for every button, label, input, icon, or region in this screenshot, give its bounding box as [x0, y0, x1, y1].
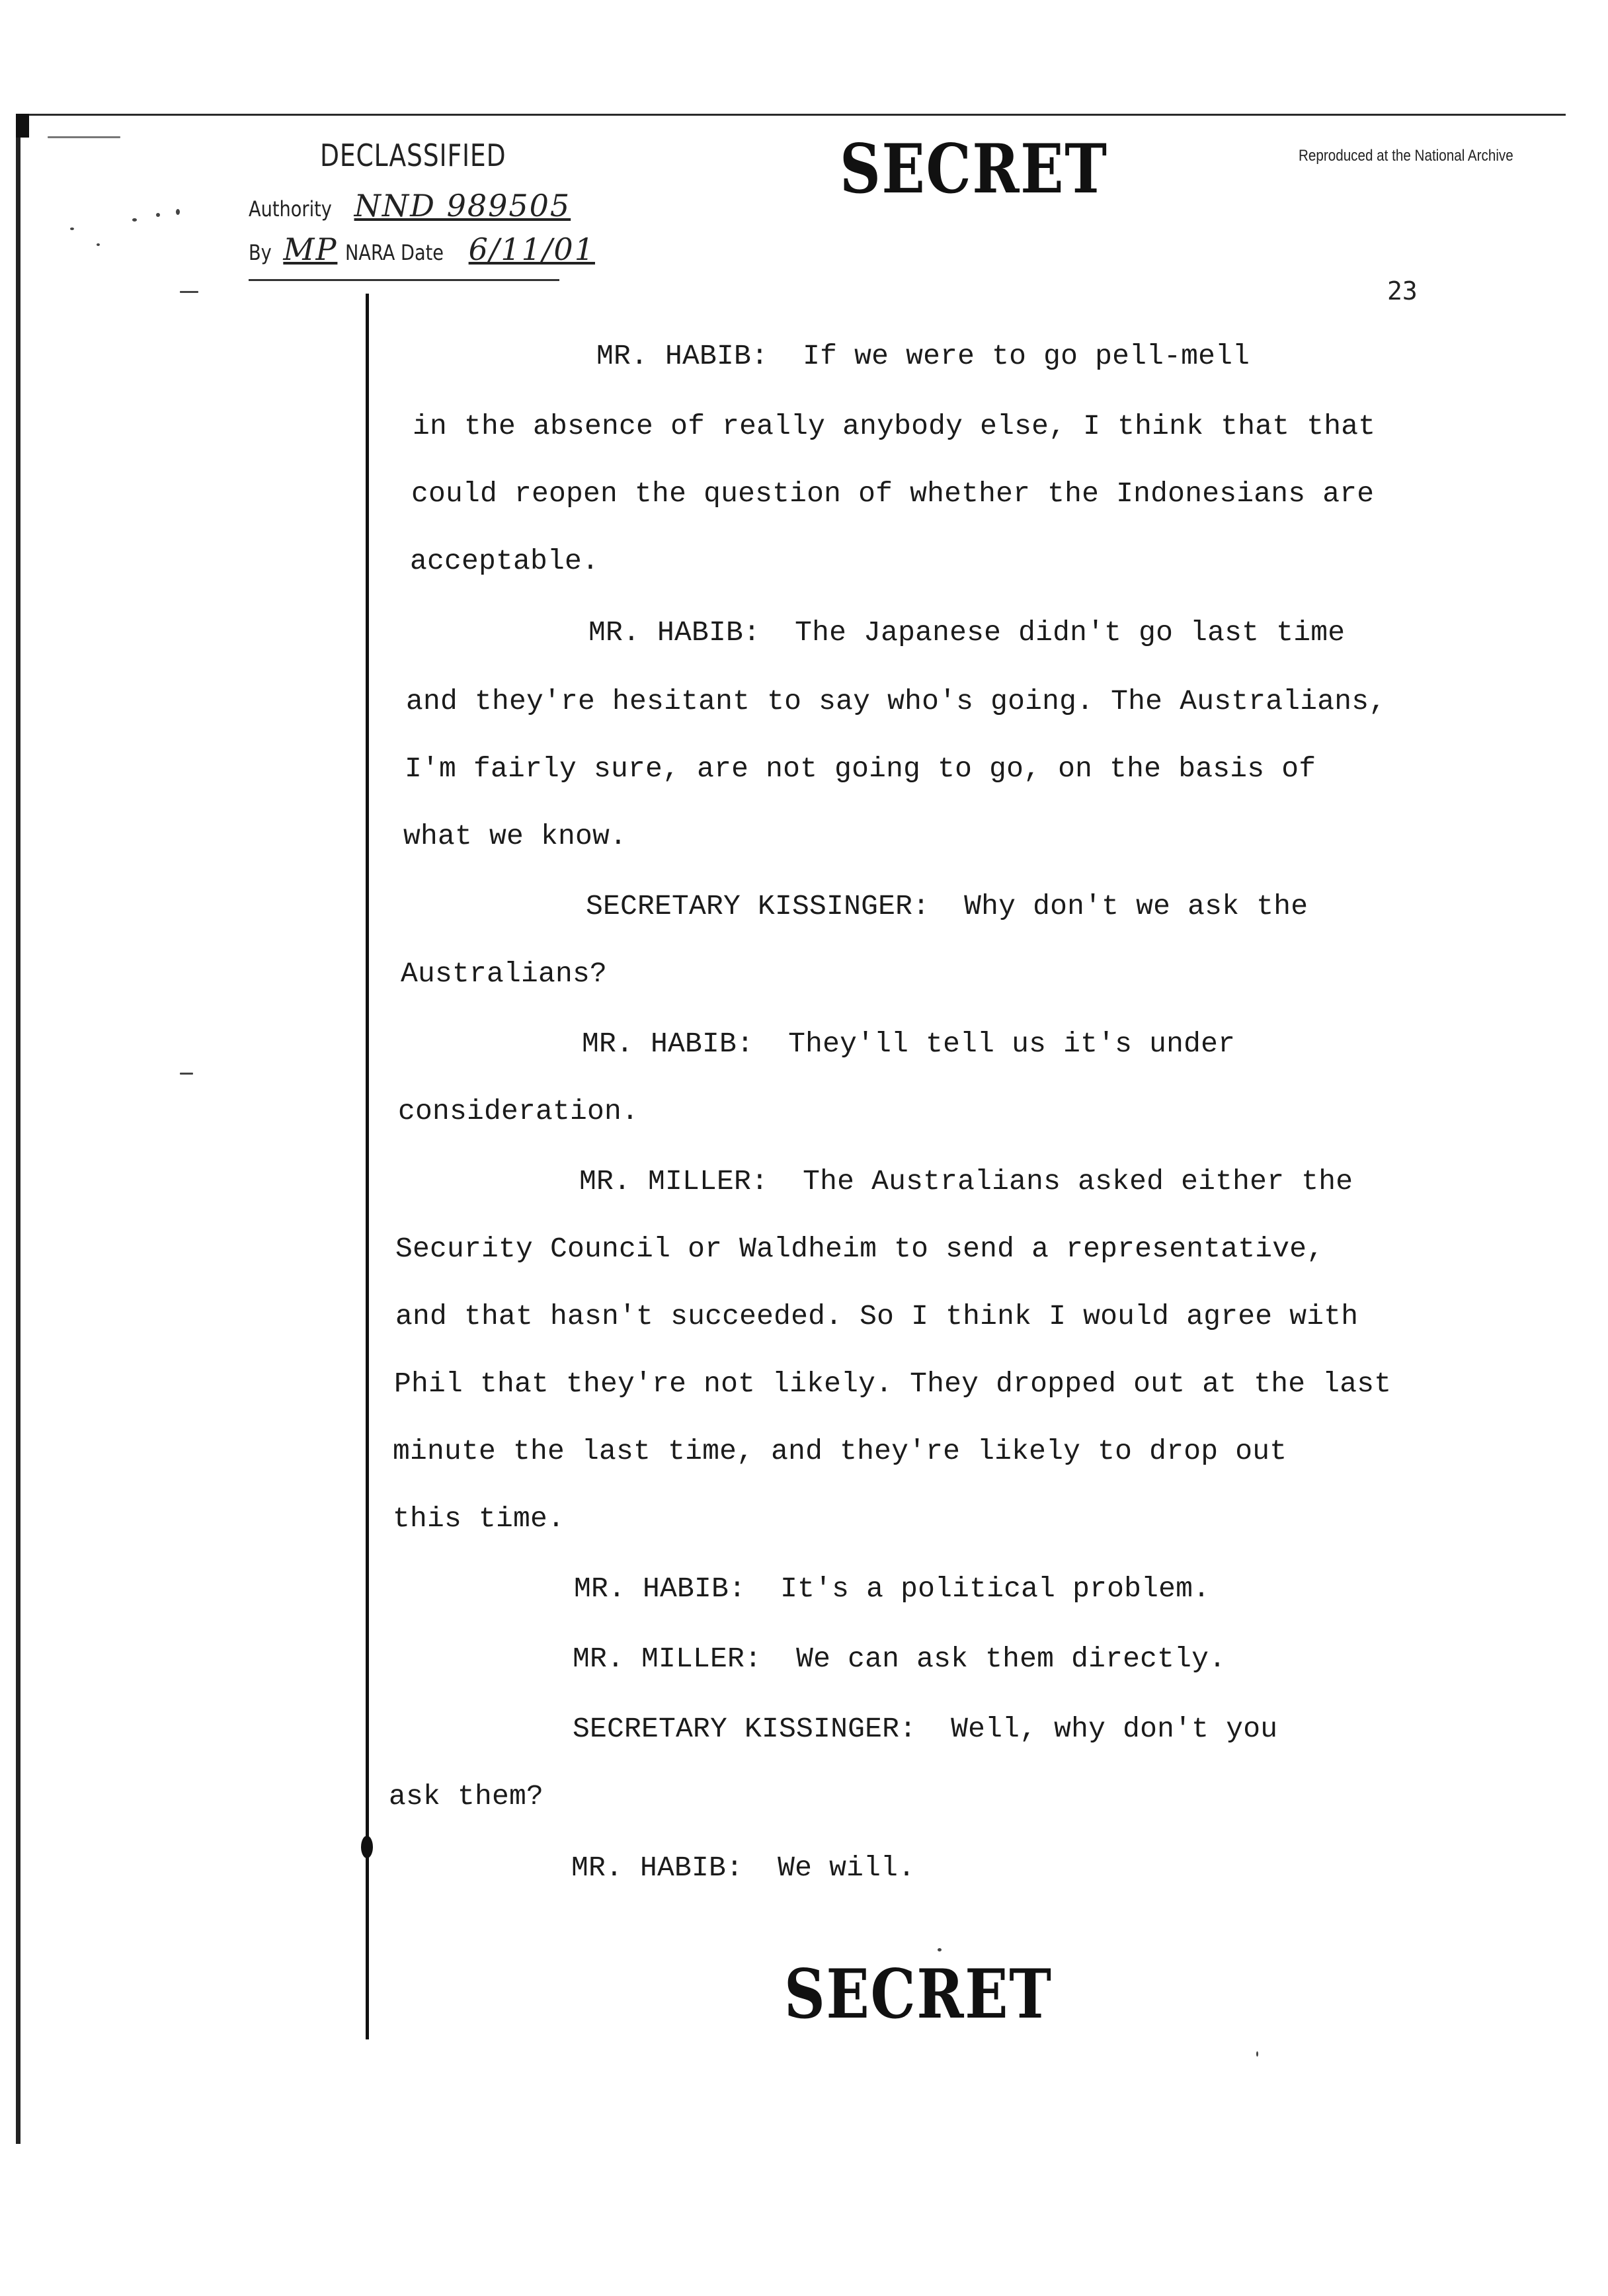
stamp-rule — [249, 279, 559, 281]
speaker-name: MR. MILLER : — [579, 1165, 768, 1198]
transcript-line — [579, 1165, 1353, 1198]
line-text: this time. — [393, 1502, 565, 1535]
speaker-name: MR. HABIB : — [582, 1028, 754, 1060]
line-text: what we know. — [403, 820, 627, 852]
stamp-authority-row — [249, 188, 571, 224]
transcript-line — [406, 685, 1386, 718]
stamp-nara-date-label: NARA Date — [344, 240, 444, 265]
scan-speck — [70, 227, 74, 230]
transcript-line — [394, 1368, 1391, 1400]
scan-speck — [156, 213, 160, 217]
transcript-line — [413, 410, 1375, 442]
scan-speck — [180, 1073, 193, 1075]
line-text: They'll tell us it's under — [788, 1028, 1236, 1060]
transcript-line — [574, 1573, 1210, 1605]
scan-speck — [1256, 2051, 1258, 2057]
line-text: and that hasn't succeeded. So I think I would agree with — [395, 1300, 1359, 1332]
line-text: We can ask them directly. — [796, 1643, 1226, 1675]
line-text: minute the last time, and they're likely to drop out — [393, 1435, 1287, 1467]
classification-marking-top: SECRET — [840, 130, 1108, 209]
scan-speck — [176, 209, 180, 215]
line-text: If we were to go pell-mell — [803, 340, 1250, 372]
transcript-line — [571, 1852, 915, 1884]
line-text: Australians? — [401, 958, 608, 990]
transcript-line — [405, 753, 1316, 785]
stamp-by-label: By — [249, 240, 272, 265]
transcript-line — [403, 820, 627, 852]
line-text: We will. — [778, 1852, 916, 1884]
stamp-authority-value: NND 989505 — [354, 188, 571, 224]
speaker-name: MR. HABIB : — [574, 1573, 746, 1605]
line-text: I'm fairly sure, are not going to go, on the basis of — [405, 753, 1316, 785]
transcript-line — [393, 1435, 1287, 1467]
line-text: in the absence of really anybody else, I think that that — [413, 410, 1376, 442]
line-text: Phil that they're not likely. They dropped out at the last — [394, 1368, 1392, 1400]
transcript-line — [411, 477, 1374, 510]
transcript-line — [401, 958, 607, 990]
speaker-name: MR. HABIB : — [571, 1852, 743, 1884]
page-number: 23 — [1387, 276, 1418, 306]
transcript-line — [395, 1233, 1324, 1265]
line-text: and they're hesitant to say who's going. The Australians, — [406, 685, 1387, 718]
line-text: The Australians asked either the — [803, 1165, 1353, 1198]
transcript-line — [393, 1502, 565, 1535]
stamp-by-value: MP — [283, 231, 338, 267]
scan-speck — [938, 1948, 942, 1951]
line-text: The Japanese didn't go last time — [795, 616, 1346, 649]
line-text: could reopen the question of whether the Indonesians are — [411, 477, 1375, 510]
scan-speck — [180, 291, 198, 293]
line-text: Well, why don't you — [951, 1713, 1278, 1745]
line-text: acceptable. — [410, 545, 600, 577]
line-text: It's a political problem. — [780, 1573, 1211, 1605]
transcript-line — [573, 1713, 1277, 1745]
transcript-line — [389, 1780, 543, 1813]
scan-top-rule — [19, 114, 1566, 116]
scan-left-edge — [16, 114, 20, 2144]
speaker-name: SECRETARY KISSINGER : — [573, 1713, 916, 1745]
margin-rule — [366, 294, 369, 2039]
margin-blot — [361, 1836, 373, 1858]
line-text: Why don't we ask the — [964, 890, 1308, 922]
archive-note: Reproduced at the National Archive — [1299, 147, 1513, 165]
transcript-line — [582, 1028, 1235, 1060]
declassification-stamp — [249, 132, 595, 291]
transcript-line — [410, 545, 599, 577]
speaker-name: MR. HABIB : — [588, 616, 760, 649]
classification-marking-bottom: SECRET — [784, 1955, 1053, 2034]
scan-speck — [48, 136, 120, 138]
transcript-line — [398, 1095, 639, 1128]
scan-corner-mark — [16, 114, 29, 138]
line-text: consideration. — [398, 1095, 639, 1128]
line-text: Security Council or Waldheim to send a representative, — [395, 1233, 1324, 1265]
scan-speck — [97, 243, 100, 246]
stamp-authority-label: Authority — [249, 196, 332, 222]
transcript-line — [588, 616, 1345, 649]
scan-speck — [132, 218, 137, 222]
speaker-name: MR. HABIB : — [596, 340, 768, 372]
transcript-line — [395, 1300, 1358, 1332]
speaker-name: SECRETARY KISSINGER : — [586, 890, 930, 922]
stamp-title: DECLASSIFIED — [320, 138, 506, 173]
transcript-line — [596, 340, 1250, 372]
speaker-name: MR. MILLER : — [573, 1643, 762, 1675]
transcript-line — [573, 1643, 1226, 1675]
line-text: ask them? — [389, 1780, 544, 1813]
transcript-line — [586, 890, 1308, 922]
stamp-nara-date-value: 6/11/01 — [468, 231, 595, 267]
stamp-by-row — [249, 231, 595, 267]
